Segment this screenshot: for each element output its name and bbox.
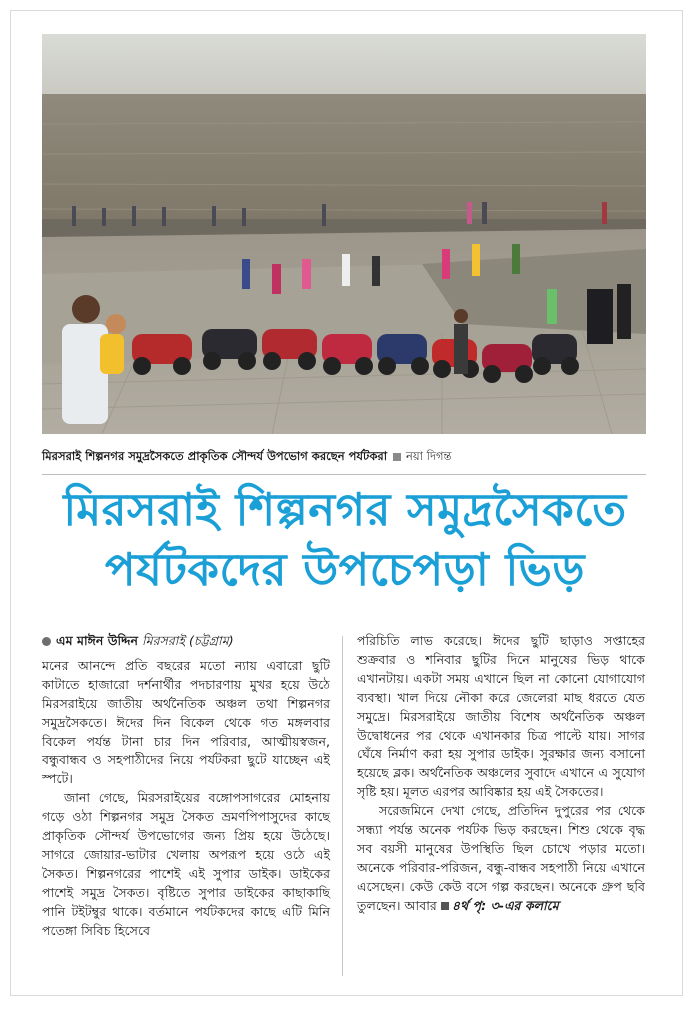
caption-square-icon bbox=[393, 453, 401, 461]
article-column-right bbox=[357, 632, 645, 916]
caption-text: মিরসরাই শিল্পনগর সমুদ্রসৈকতে প্রাকৃতিক সৌন্দর্য উপভোগ করছেন পর্যটকরা bbox=[42, 449, 388, 463]
continuation-note bbox=[441, 898, 559, 913]
byline bbox=[42, 632, 330, 651]
photo-caption bbox=[42, 446, 646, 466]
byline-author: এম মাঈন উদ্দিন bbox=[56, 633, 138, 648]
article-column-left bbox=[42, 632, 330, 941]
beach-photo-illustration bbox=[42, 34, 646, 434]
article-paragraph bbox=[357, 802, 645, 915]
continuation-square-icon bbox=[441, 902, 449, 910]
caption-source: নয়া দিগন্ত bbox=[406, 449, 452, 463]
beach-photo bbox=[42, 34, 646, 434]
article-paragraph: জানা গেছে, মিরসরাইয়ের বঙ্গোপসাগরের মোহনায় গড়ে ওঠা শিল্পনগর সমুদ্র সৈকত ভ্রমণপিপাসুদের কাছে প্রাকৃতিক সৌন্দর্য উপভোগের জন্য প্রিয় হয়ে উঠেছে। সাগরে জোয়ার-ভাটার খেলায় অপরূপ হয়ে ওঠে এই সৈকত। শিল্পনগরের পাশেই এই সুপার ডাইক। ডাইকের পাশেই সমুদ্র সৈকত। বৃষ্টিতে সুপার ডাইকের কাছাকাছি পানি টইটম্বুর থাকে। বর্তমানে পর্যটকদের কাছে এটি মিনি পতেঙ্গা সিবিচ হিসেবে bbox=[42, 790, 330, 938]
article-paragraph: পরিচিতি লাভ করেছে। ঈদের ছুটি ছাড়াও সপ্তাহের শুক্রবার ও শনিবার ছুটির দিনে মানুষের ভিড় থাকে এখানটায়। একটা সময় এখানে ছিল না কোনো যোগাযোগ ব্যবস্থা। খাল দিয়ে নৌকা করে জেলেরা মাছ ধরতে যেত সমুদ্রে। মিরসরাইয়ে জাতীয় বিশেষ অর্থনৈতিক অঞ্চল উদ্বোধনের পর থেকে এখানকার চিত্র পাল্টে যায়। সাগর ঘেঁষে নির্মাণ করা হয় সুপার ডাইক। সুরক্ষার জন্য বসানো হয়েছে ব্লক। অর্থনৈতিক অঞ্চলের সুবাদে এখানে এ সুযোগ সৃষ্টি হয়। মূলত এরপর আবিষ্কার হয় এই সৈকতের। bbox=[357, 633, 645, 800]
continuation-text: ৪র্থ পৃ: ৩-এর কলামে bbox=[451, 897, 559, 913]
byline-location: মিরসরাই (চট্টগ্রাম) bbox=[142, 633, 234, 648]
headline bbox=[30, 480, 660, 600]
byline-bullet-icon bbox=[42, 637, 51, 646]
article-paragraph: মনের আনন্দে প্রতি বছরের মতো ন্যায় এবারো ছুটি কাটাতে হাজারো দর্শনার্থীর পদচারণায় মুখর হয়ে উঠে মিরসরাইয়ে জাতীয় অর্থনৈতিক অঞ্চল তথা শিল্পনগর সমুদ্রসৈকতে। ঈদের দিন বিকেল থেকে গত মঙ্গলবার বিকেল পর্যন্ত টানা চার দিন পরিবার, আত্মীয়স্বজন, বন্ধুবান্ধব ও সহপাঠীদের নিয়ে পর্যটকরা ছুটে যাচ্ছেন এই স্পটে। bbox=[42, 657, 330, 787]
caption-rule bbox=[42, 474, 646, 475]
article-paragraph-text: সরেজমিনে দেখা গেছে, প্রতিদিন দুপুরের পর থেকে সন্ধ্যা পর্যন্ত অনেক পর্যটক ভিড় করছেন। শিশু থেকে বৃদ্ধ সব বয়সী মানুষের উপস্থিতি ছিল চোখে পড়ার মতো। অনেকে পরিবার-পরিজন, বন্ধু-বান্ধব সহপাঠী নিয়ে এখানে এসেছেন। কেউ কেউ বসে গল্প করছেন। অনেকে গ্রুপ ছবি তুলছেন। আবার bbox=[357, 803, 645, 913]
column-divider bbox=[342, 636, 343, 976]
headline-line-1: মিরসরাই শিল্পনগর সমুদ্রসৈকতে bbox=[63, 483, 627, 536]
headline-line-2: পর্যটকদের উপচেপড়া ভিড় bbox=[105, 543, 585, 596]
